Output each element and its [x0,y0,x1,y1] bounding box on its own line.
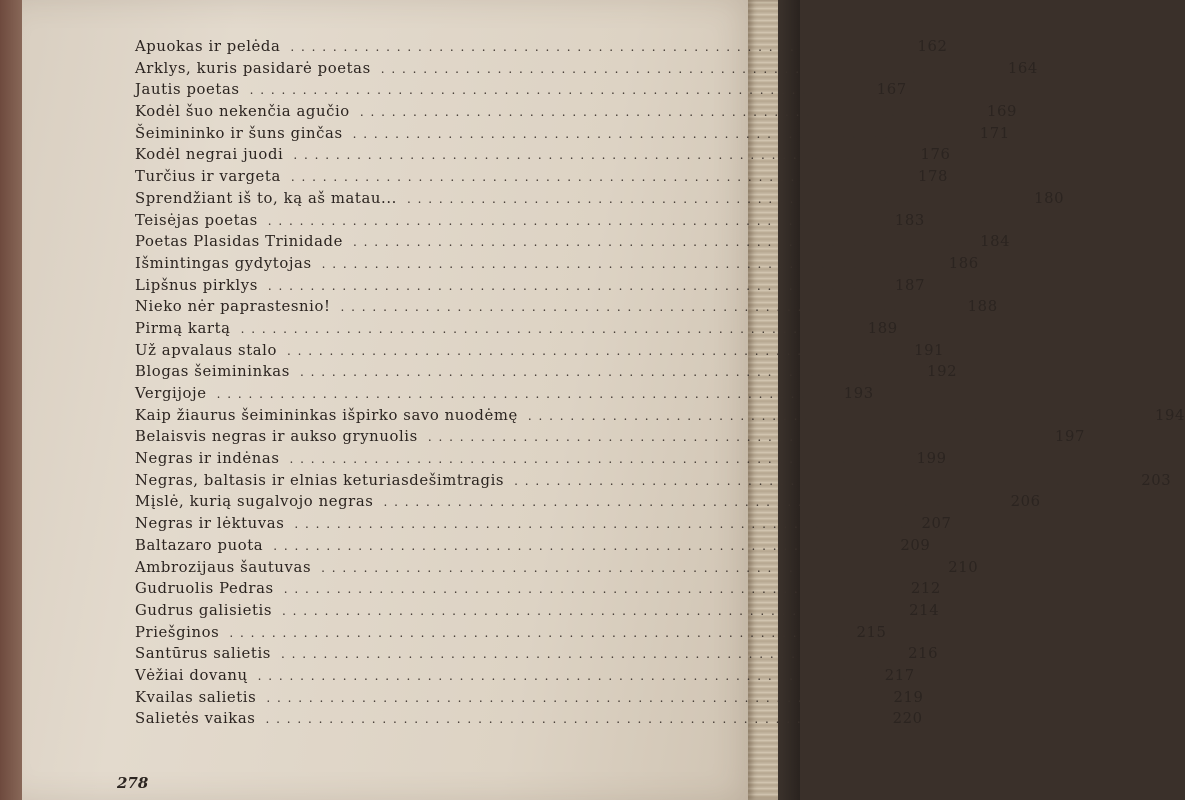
toc-dot-leader: . . . . . . . . . . . . . . . . . . . . . . . . . . . . . . . . . . . . . . . . . . . . . . . . . . . . . . . . . . [280,647,893,662]
toc-entry [135,298,998,320]
toc-entry-page: 209 [900,536,931,554]
toc-entry-page: 183 [894,211,925,229]
toc-entry [135,168,949,190]
toc-dot-leader: . . . . . . . . . . . . . . . . . . . . . . . . . . . . . . . . . . . . . . . . . . . . . . . . . . . . . . . . . . [265,712,877,727]
toc-entry-page: 207 [921,515,952,533]
toc-dot-leader: . . . . . . . . . . . . . . . . . . . . . . . . . . . . . . . . . . . . . . . . . . . . . . . . . . . . . . . . . . [340,300,952,315]
table-of-contents [135,38,1185,732]
toc-entry-title: Salietės vaikas [135,710,256,728]
toc-entry-page: 164 [1007,59,1038,77]
toc-entry-page: 197 [1054,428,1085,446]
toc-entry-title: Blogas šeimininkas [135,363,290,381]
toc-entry-page: 217 [884,666,915,684]
toc-dot-leader: . . . . . . . . . . . . . . . . . . . . . . . . . . . . . . . . . . . . . . . . . . . . . . . . . . . . . . . . . . [290,170,903,185]
toc-entry-title: Santūrus salietis [135,645,271,663]
toc-entry-title: Kodėl šuo nekenčia agučio [135,103,350,121]
toc-entry [135,276,926,299]
toc-entry-page: 184 [980,233,1011,251]
toc-dot-leader: . . . . . . . . . . . . . . . . . . . . . . . . . . . . . . . . . . . . . . . . . . . . . . . . . . . . . . . . . . [294,517,906,532]
toc-entry-title: Negras ir indėnas [135,450,280,468]
toc-entry [135,59,1038,82]
toc-entry-page: 187 [895,276,926,294]
toc-entry [135,146,951,168]
toc-entry [135,601,940,624]
toc-dot-leader: . . . . . . . . . . . . . . . . . . . . . . . . . . . . . . . . . . . . . . . . . . . . . . . . . . . . . . . . . . [290,40,902,54]
toc-entry [135,341,945,364]
toc-entry-title: Sprendžiant iš to, ką aš matau... [135,189,397,207]
toc-entry [135,666,915,689]
toc-entry-page: 219 [893,688,924,706]
toc-entry [135,38,948,60]
toc-entry-title: Mįslė, kurią sugalvojo negras [135,493,374,511]
toc-entry-page: 162 [917,38,948,55]
toc-dot-leader: . . . . . . . . . . . . . . . . . . . . . . . . . . . . . . . . . . . . . . . . . . . . . . . . . . . . . . . . . . [273,538,885,553]
toc-dot-leader: . . . . . . . . . . . . . . . . . . . . . . . . . . . . . . . . . . . . . . . . . . . . . . . . . . . . . . . . . . [287,343,899,358]
toc-dot-leader: . . . . . . . . . . . . . . . . . . . . . . . . . . . . . . . . . . . . . . . . . . . . . . . . . . . . . . . . . . [321,256,933,271]
toc-entry [135,189,1065,212]
toc-entry-page: 186 [948,254,979,272]
toc-entry-title: Kvailas salietis [135,688,257,706]
toc-entry-page: 167 [876,81,907,99]
toc-entry-title: Negras ir lėktuvas [135,515,285,533]
toc-dot-leader: . . . . . . . . . . . . . . . . . . . . . . . . . . . . . . . . . . . . . . . . . . . . . . . . . . . . . . . . . . [249,83,861,98]
toc-entry [135,406,1185,429]
toc-entry-title: Belaisvis negras ir aukso grynuolis [135,428,418,446]
toc-entry [135,710,923,732]
toc-entry-title: Ambrozijaus šautuvas [135,558,312,576]
toc-dot-leader: . . . . . . . . . . . . . . . . . . . . . . . . . . . . . . . . . . . . . . . . . . . . . . . . . . . . . . . . . . [240,321,852,336]
toc-entry-page: 206 [1010,493,1041,511]
toc-entry [135,428,1085,450]
toc-dot-leader: . . . . . . . . . . . . . . . . . . . . . . . . . . . . . . . . . . . . . . . . . . . . . . . . . . . . . . . . . . [514,473,1126,488]
toc-entry-page: 171 [979,124,1010,142]
toc-dot-leader: . . . . . . . . . . . . . . . . . . . . . . . . . . . . . . . . . . . . . . . . . . . . . . . . . . . . . . . . . . [299,365,912,380]
toc-dot-leader: . . . . . . . . . . . . . . . . . . . . . . . . . . . . . . . . . . . . . . . . . . . . . . . . . . . . . . . . . . [267,278,880,293]
toc-entry-title: Vergijoje [135,385,207,402]
toc-entry-page: 194 [1154,406,1185,424]
toc-entry-title: Lipšnus pirklys [135,276,258,294]
toc-entry [135,385,874,407]
toc-dot-leader: . . . . . . . . . . . . . . . . . . . . . . . . . . . . . . . . . . . . . . . . . . . . . . . . . . . . . . . . . . [352,126,964,141]
toc-entry [135,124,1010,147]
toc-entry [135,363,958,385]
toc-dot-leader: . . . . . . . . . . . . . . . . . . . . . . . . . . . . . . . . . . . . . . . . . . . . . . . . . . . . . . . . . . [406,191,1019,206]
toc-entry-page: 180 [1034,189,1065,207]
toc-entry-title: Jautis poetas [135,81,240,99]
toc-entry-title: Turčius ir vargeta [135,168,281,186]
toc-entry-title: Baltazaro puota [135,536,264,554]
toc-dot-leader: . . . . . . . . . . . . . . . . . . . . . . . . . . . . . . . . . . . . . . . . . . . . . . . . . . . . . . . . . . [321,560,933,575]
toc-entry [135,515,952,537]
toc-entry [135,558,979,581]
toc-entry-page: 210 [948,558,979,576]
toc-dot-leader: . . . . . . . . . . . . . . . . . . . . . . . . . . . . . . . . . . . . . . . . . . . . . . . . . . . . . . . . . . [216,387,828,401]
toc-dot-leader: . . . . . . . . . . . . . . . . . . . . . . . . . . . . . . . . . . . . . . . . . . . . . . . . . . . . . . . . . . [359,105,971,120]
toc-entry [135,536,931,559]
toc-dot-leader: . . . . . . . . . . . . . . . . . . . . . . . . . . . . . . . . . . . . . . . . . . . . . . . . . . . . . . . . . . [380,61,992,76]
toc-entry [135,450,947,472]
toc-entry-title: Kodėl negrai juodi [135,146,284,164]
toc-entry [135,81,907,103]
toc-entry [135,319,898,342]
toc-entry-page: 176 [920,146,951,164]
toc-entry-title: Pirmą kartą [135,319,231,337]
toc-entry-page: 189 [867,319,898,337]
toc-entry [135,645,939,667]
toc-dot-leader: . . . . . . . . . . . . . . . . . . . . . . . . . . . . . . . . . . . . . . . . . . . . . . . . . . . . . . . . . . [257,668,869,683]
toc-entry-page: 191 [914,341,945,359]
toc-entry-page: 178 [918,168,949,186]
toc-dot-leader: . . . . . . . . . . . . . . . . . . . . . . . . . . . . . . . . . . . . . . . . . . . . . . . . . . . . . . . . . . [427,430,1039,445]
toc-entry [135,103,1017,125]
toc-entry-page: 216 [908,645,939,663]
toc-entry-page: 203 [1141,471,1172,489]
toc-entry-page: 188 [967,298,998,316]
toc-entry-title: Nieko nėr paprastesnio! [135,298,331,316]
toc-entry [135,623,887,646]
toc-entry-title: Vėžiai dovanų [135,666,248,684]
toc-entry-page: 212 [910,580,941,598]
toc-dot-leader: . . . . . . . . . . . . . . . . . . . . . . . . . . . . . . . . . . . . . . . . . . . . . . . . . . . . . . . . . . [527,408,1140,423]
toc-entry-title: Gudruolis Pedras [135,580,274,598]
toc-entry-title: Šeimininko ir šuns ginčas [135,124,343,142]
toc-entry [135,688,924,711]
toc-entry-title: Poetas Plasidas Trinidade [135,233,343,251]
toc-entry [135,471,1172,494]
toc-entry [135,211,925,234]
toc-entry-title: Priešginos [135,623,220,641]
toc-entry-title: Už apvalaus stalo [135,341,278,359]
toc-dot-leader: . . . . . . . . . . . . . . . . . . . . . . . . . . . . . . . . . . . . . . . . . . . . . . . . . . . . . . . . . . [267,213,879,228]
toc-entry-page: 199 [916,450,947,468]
toc-dot-leader: . . . . . . . . . . . . . . . . . . . . . . . . . . . . . . . . . . . . . . . . . . . . . . . . . . . . . . . . . . [266,690,878,705]
toc-dot-leader: . . . . . . . . . . . . . . . . . . . . . . . . . . . . . . . . . . . . . . . . . . . . . . . . . . . . . . . . . . [293,148,905,163]
toc-dot-leader: . . . . . . . . . . . . . . . . . . . . . . . . . . . . . . . . . . . . . . . . . . . . . . . . . . . . . . . . . . [283,582,895,597]
toc-entry-page: 215 [856,623,887,641]
toc-entry-page: 169 [986,103,1017,121]
toc-entry-title: Teisėjas poetas [135,211,258,229]
toc-entry-title: Kaip žiaurus šeimininkas išpirko savo nuodėmę [135,406,518,424]
toc-entry-title: Negras, baltasis ir elnias keturiasdešimtragis [135,471,505,489]
toc-entry-title: Apuokas ir pelėda [135,38,281,55]
toc-entry-title: Arklys, kuris pasidarė poetas [135,59,371,77]
toc-entry-page: 193 [843,385,874,402]
toc-entry [135,233,1011,255]
toc-entry [135,493,1041,515]
toc-dot-leader: . . . . . . . . . . . . . . . . . . . . . . . . . . . . . . . . . . . . . . . . . . . . . . . . . . . . . . . . . . [352,235,965,250]
toc-dot-leader: . . . . . . . . . . . . . . . . . . . . . . . . . . . . . . . . . . . . . . . . . . . . . . . . . . . . . . . . . . [282,603,894,618]
page-number: 278 [117,774,149,792]
toc-entry-page: 214 [909,601,940,619]
toc-entry-title: Gudrus galisietis [135,601,273,619]
toc-entry-page: 192 [927,363,958,381]
toc-entry-page: 220 [892,710,923,728]
toc-dot-leader: . . . . . . . . . . . . . . . . . . . . . . . . . . . . . . . . . . . . . . . . . . . . . . . . . . . . . . . . . . [229,625,841,640]
toc-entry-title: Išmintingas gydytojas [135,254,312,272]
toc-dot-leader: . . . . . . . . . . . . . . . . . . . . . . . . . . . . . . . . . . . . . . . . . . . . . . . . . . . . . . . . . . [289,452,901,467]
toc-dot-leader: . . . . . . . . . . . . . . . . . . . . . . . . . . . . . . . . . . . . . . . . . . . . . . . . . . . . . . . . . . [383,495,995,510]
toc-entry [135,580,941,602]
toc-entry [135,254,979,277]
